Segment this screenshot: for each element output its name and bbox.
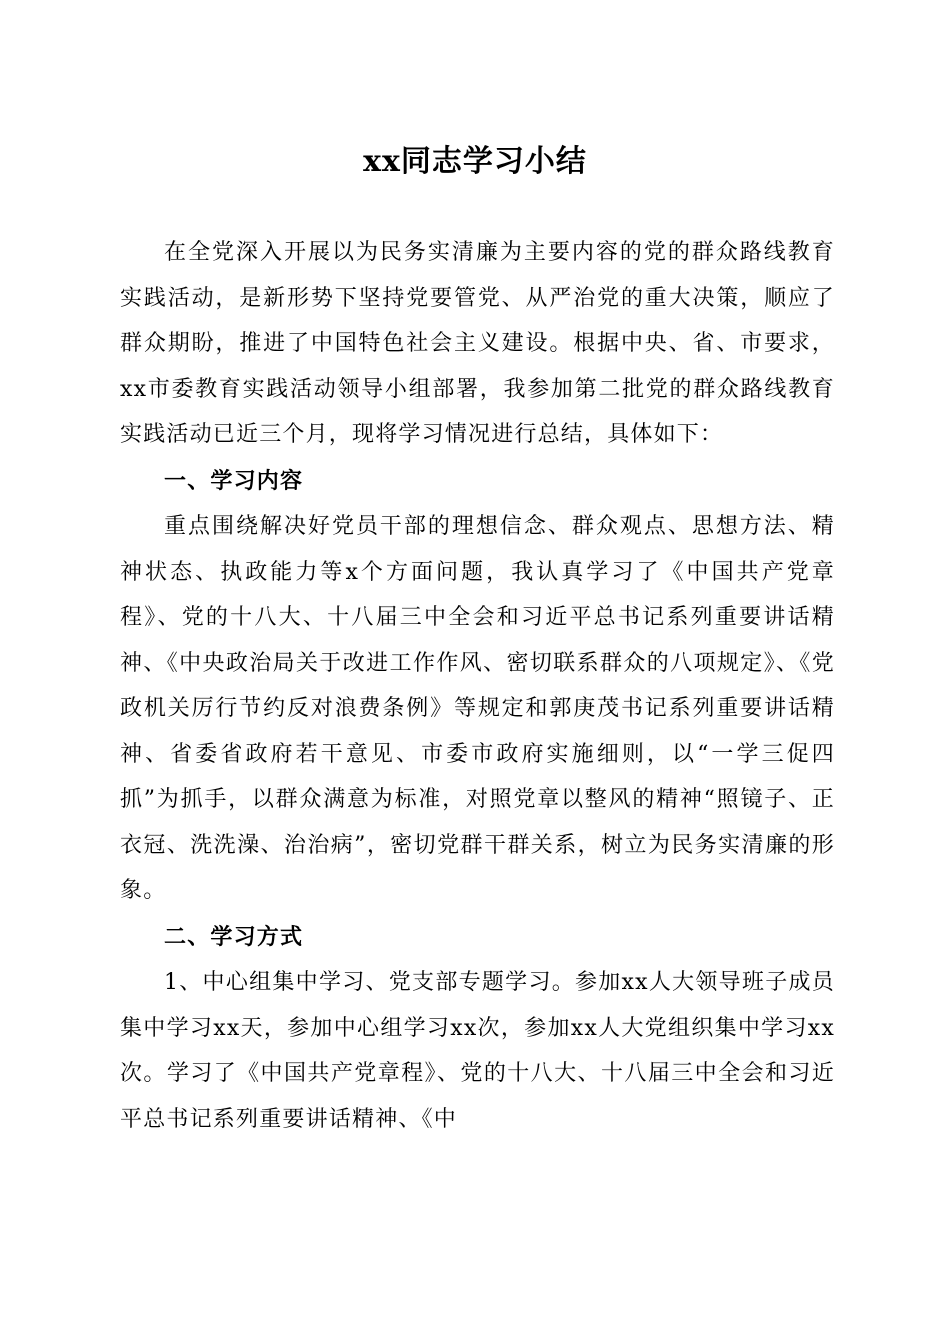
document-title: xx同志学习小结 [363,144,587,179]
study-content-paragraph: 重点围绕解决好党员干部的理想信念、群众观点、思想方法、精神状态、执政能力等x个方面问题，我认真学习了《中国共产党章程》、党的十八大、十八届三中全会和习近平总书记系列重要讲话精神、《中央政治局关于改进工作作风、密切联系群众的八项规定》、《党政机关厉行节约反对浪费条例》等规定和郭庚茂书记系列重要讲话精神、省委省政府若干意见、市委市政府实施细则，以“一学三促四抓”为抓手，以群众满意为标准，对照党章以整风的精神“照镜子、正衣冠、洗洗澡、治治病”，密切党群干群关系，树立为民务实清廉的形象。 [120,514,835,903]
section-heading-study-content: 一、学习内容 [164,468,304,494]
section-heading-study-method: 二、学习方式 [164,924,304,950]
intro-paragraph: 在全党深入开展以为民务实清廉为主要内容的党的群众路线教育实践活动，是新形势下坚持党要管党、从严治党的重大决策，顺应了群众期盼，推进了中国特色社会主义建设。根据中央、省、市要求，xx市委教育实践活动领导小组部署，我参加第二批党的群众路线教育实践活动已近三个月，现将学习情况进行总结，具体如下： [120,240,835,447]
study-method-paragraph: 1、中心组集中学习、党支部专题学习。参加xx人大领导班子成员集中学习xx天，参加中心组学习xx次，参加xx人大党组织集中学习xx次。学习了《中国共产党章程》、党的十八大、十八届三中全会和习近平总书记系列重要讲话精神、《中 [120,970,835,1132]
document-body [120,230,835,1142]
